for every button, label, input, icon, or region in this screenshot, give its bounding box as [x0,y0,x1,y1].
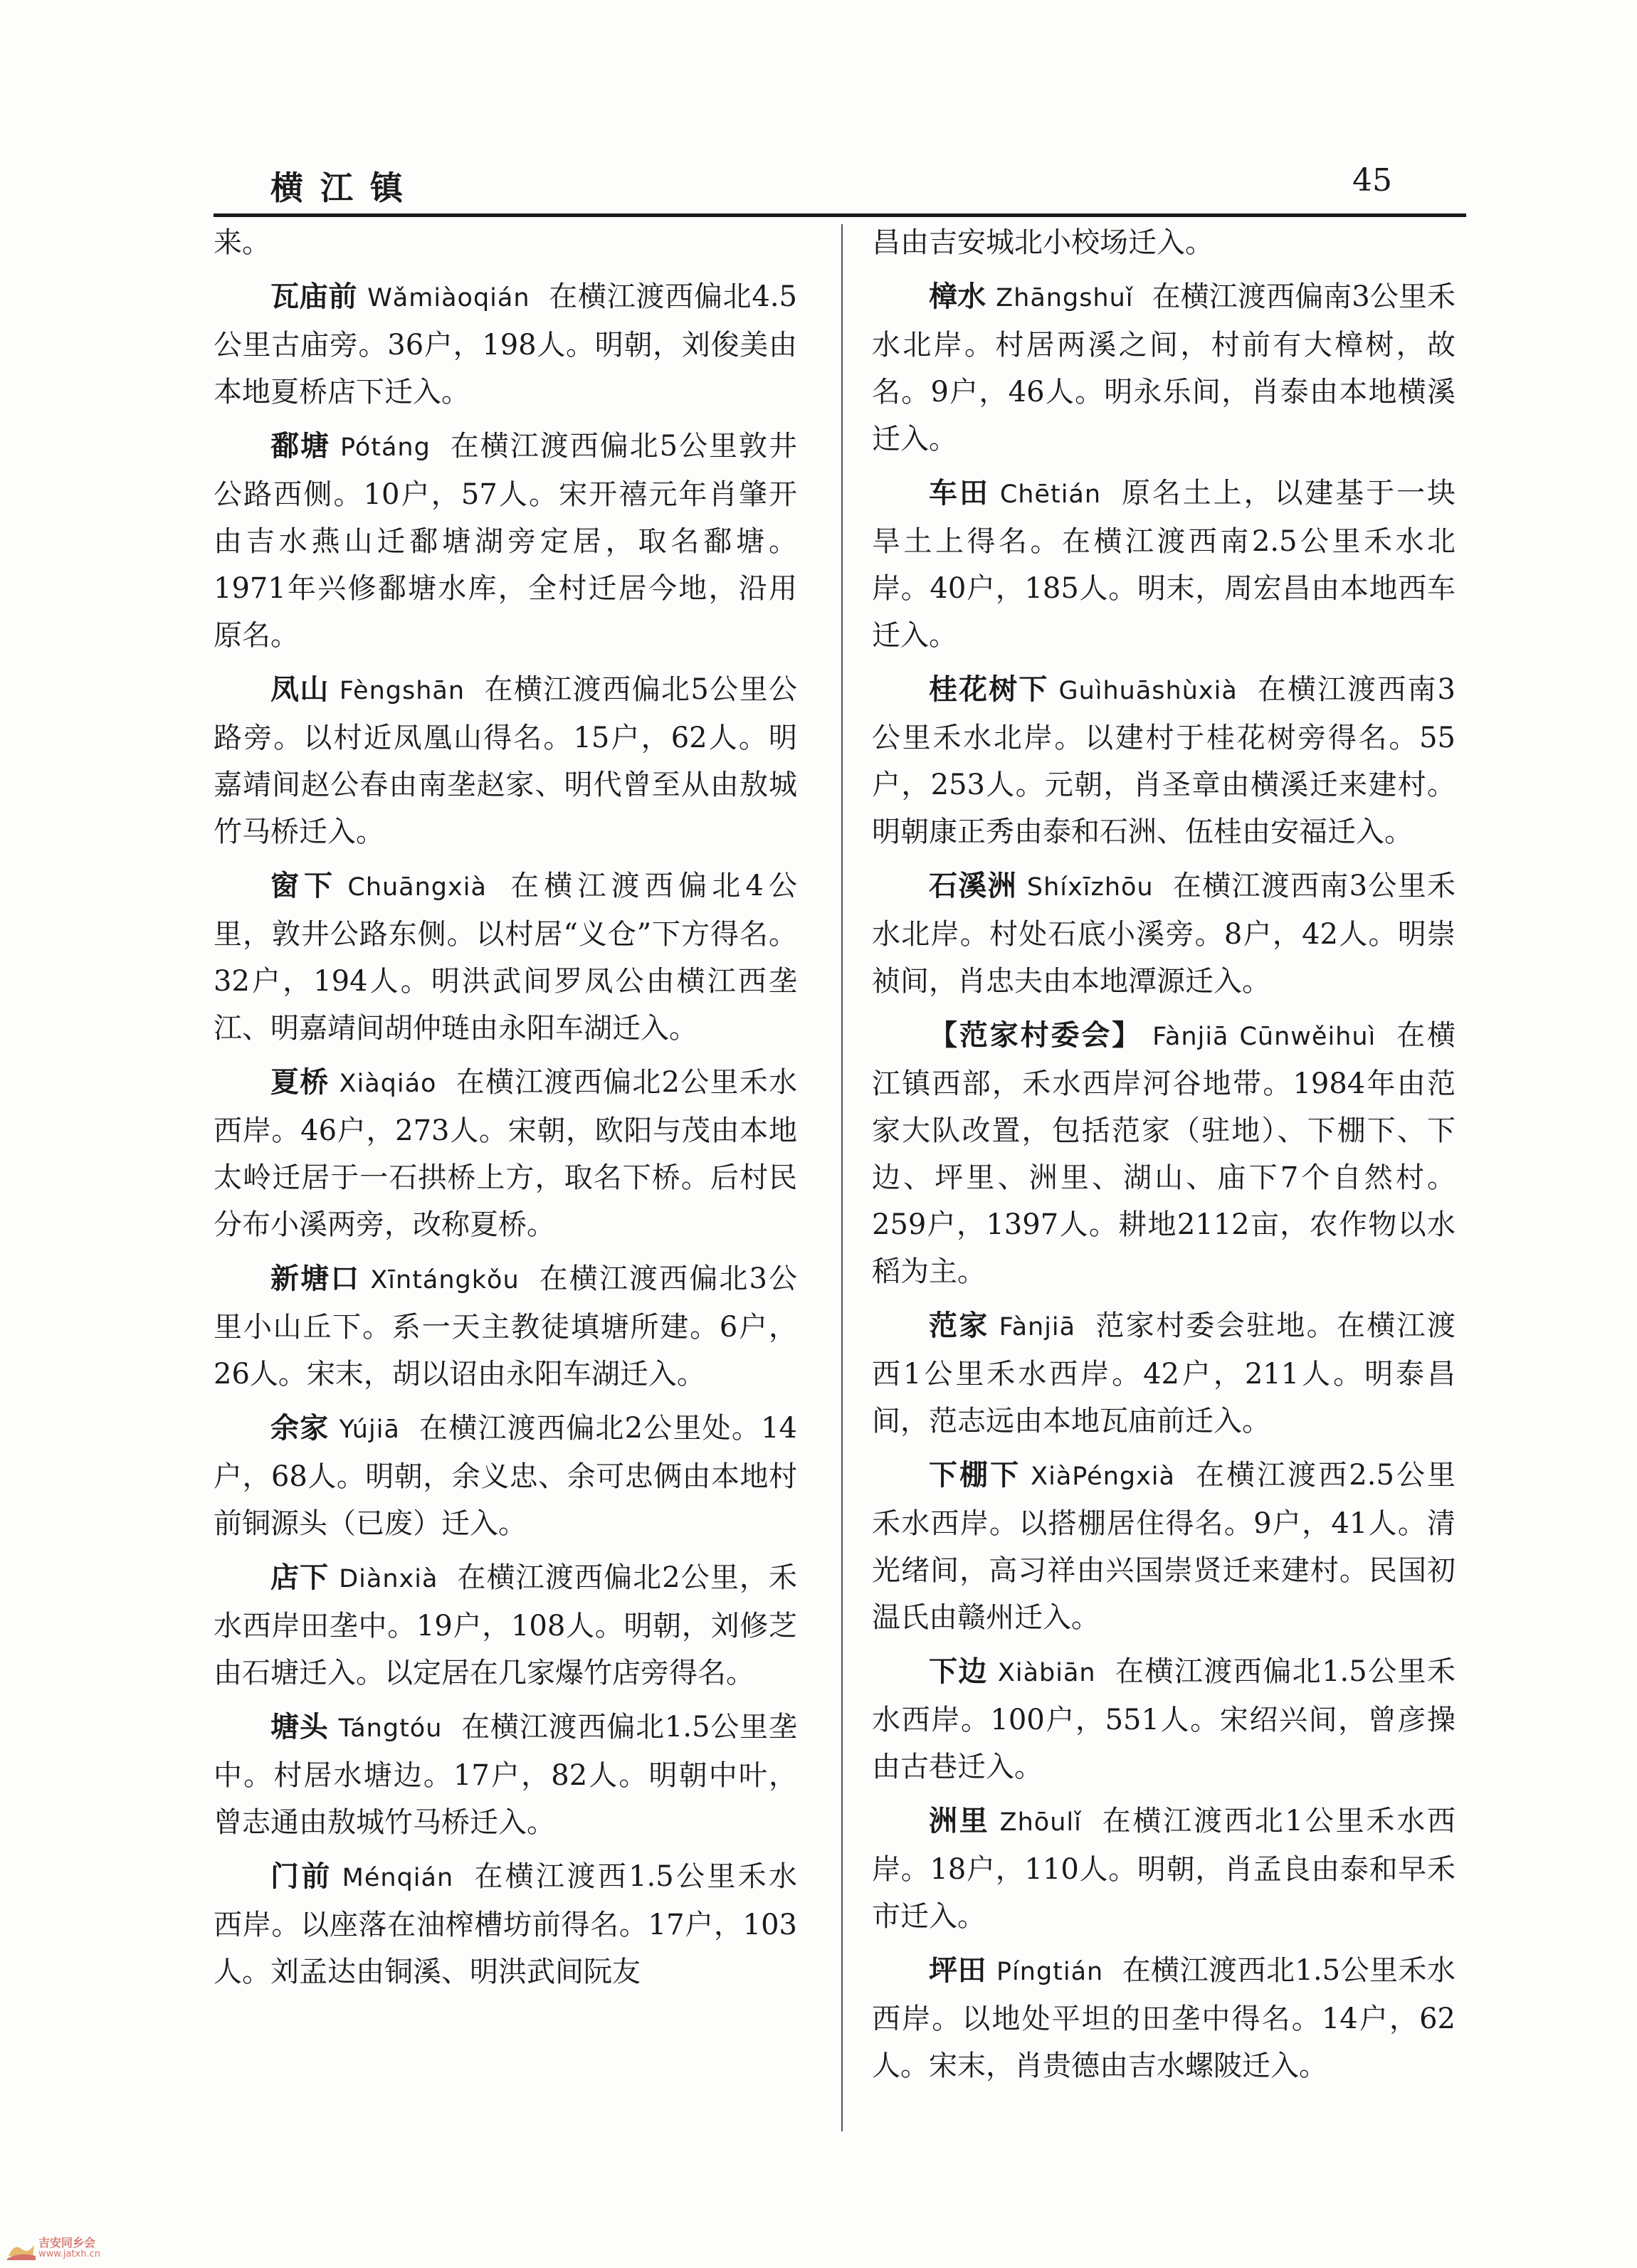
entry-place-name: 下边 [929,1655,988,1688]
gazetteer-entry [872,1648,1456,1790]
entry-description: 在横江渡西偏北4公里，敦井公路东侧。以村居“义仓”下方得名。32户，194人。明洪武间罗凤公由横江西垄江、明嘉靖间胡仲琏由永阳车湖迁入。 [214,870,798,1045]
gazetteer-entry [872,1302,1456,1445]
entry-place-name: 夏桥 [270,1065,330,1099]
entry-description: 在横江渡西南3公里禾水北岸。村处石底小溪旁。8户，42人。明崇祯间，肖忠夫由本地潭源迁入。 [872,870,1456,998]
gazetteer-entry [214,1554,797,1697]
entry-pinyin: Píngtián [996,1958,1104,1986]
entry-description: 在横江渡西偏北1.5公里禾水西岸。100户，551人。宋绍兴间，曾彦操由古巷迁入。 [872,1655,1456,1783]
entry-description: 在横江渡西偏南3公里禾水北岸。村居两溪之间，村前有大樟树，故名。9户，46人。明永乐间，肖泰由本地横溪迁入。 [872,280,1456,455]
entry-description: 在横江渡西偏北3公里小山丘下。系一天主教徒填塘所建。6户，26人。宋末，胡以诏由永阳车湖迁入。 [214,1262,798,1391]
entry-description: 在横江渡西偏北2公里处。14户，68人。明朝，余义忠、余可忠俩由本地村前铜源头（已废）迁入。 [214,1412,798,1540]
entry-pinyin: Xiàbiān [997,1659,1096,1687]
entry-place-name: 鄱塘 [270,429,330,463]
gazetteer-entry [872,219,1456,266]
entry-pinyin: Chētián [999,480,1102,509]
gazetteer-entry [214,1059,797,1248]
entry-description: 原名土上，以建基于一块旱土上得名。在横江渡西南2.5公里禾水北岸。40户，185人。明末，周宏昌由本地西车迁入。 [872,477,1456,652]
entry-place-name: 门前 [270,1860,332,1893]
entry-place-name: 余家 [270,1411,330,1445]
running-head-title: 横江镇 [270,169,420,207]
entry-place-name: 车田 [929,476,990,510]
entry-description: 在横江渡西偏北2公里，禾水西岸田垄中。19户，108人。明朝，刘修芝由石塘迁入。以定居在几家爆竹店旁得名。 [214,1561,798,1689]
entry-place-name: 【范家村委会】 [929,1018,1143,1052]
entry-pinyin: Xiàqiáo [339,1070,437,1098]
entry-description: 昌由吉安城北小校场迁入。 [872,226,1214,259]
entry-pinyin: Fànjiā [999,1313,1076,1341]
watermark-logo-icon [4,2235,38,2263]
entry-place-name: 塘头 [270,1710,329,1744]
entry-pinyin: XiàPéngxià [1031,1462,1175,1491]
gazetteer-entry [872,470,1456,659]
entry-pinyin: Zhōulǐ [999,1808,1082,1837]
entry-description: 在横江渡西偏北1.5公里垄中。村居水塘边。17户，82人。明朝中叶，曾志通由敖城竹马桥迁入。 [214,1711,797,1839]
entry-description: 来。 [214,226,270,259]
entry-description: 在横江渡西偏北5公里公路旁。以村近凤凰山得名。15户，62人。明嘉靖间赵公春由南垄赵家、明代曾至从由敖城竹马桥迁入。 [214,673,798,848]
gazetteer-entry [872,1947,1456,2089]
gazetteer-entry [214,666,797,855]
entry-pinyin: Shíxīzhōu [1026,873,1154,902]
watermark-title: 吉安同乡会 [38,2236,96,2249]
entry-pinyin: Fànjiā Cūnwěihuì [1152,1023,1377,1051]
entry-place-name: 坪田 [929,1953,986,1987]
gazetteer-entry [214,1704,797,1846]
entry-pinyin: Fèngshān [339,677,465,705]
entry-pinyin: Wǎmiàoqián [367,284,530,312]
gazetteer-entry [214,273,797,416]
entry-pinyin: Diànxià [339,1565,438,1593]
entry-pinyin: Xīntángkǒu [370,1266,520,1294]
header-rule [214,213,1466,217]
gazetteer-entry [214,219,797,266]
gazetteer-entry [872,273,1456,463]
entry-pinyin: Pótáng [339,433,431,462]
gazetteer-entry [214,1853,797,1995]
entry-description: 在横江渡西2.5公里禾水西岸。以搭棚居住得名。9户，41人。清光绪间，高习祥由兴国崇贤迁来建村。民国初温氏由赣州迁入。 [872,1459,1456,1634]
gazetteer-entry [214,1255,797,1398]
gazetteer-entry [872,863,1456,1005]
gazetteer-entry [872,1798,1456,1940]
entry-place-name: 下棚下 [929,1458,1021,1492]
entry-description: 在横江渡西北1公里禾水西岸。18户，110人。明朝，肖孟良由泰和早禾市迁入。 [872,1805,1456,1933]
entry-description: 在横江渡西偏北2公里禾水西岸。46户，273人。宋朝，欧阳与茂由本地太岭迁居于一石拱桥上方，取名下桥。后村民分布小溪两旁，改称夏桥。 [214,1066,797,1241]
watermark-url: www.jatxh.cn [38,2249,100,2259]
gazetteer-entry [872,666,1456,855]
gazetteer-entry [214,423,797,659]
entry-place-name: 樟水 [929,280,986,313]
entry-pinyin: Ménqián [342,1864,454,1892]
entry-place-name: 窗下 [270,869,338,902]
gazetteer-entry [872,1452,1456,1641]
column-divider [841,224,843,2131]
entry-place-name: 店下 [270,1561,330,1594]
entry-place-name: 范家 [929,1309,989,1342]
entry-place-name: 洲里 [929,1804,990,1837]
entry-description: 范家村委会驻地。在横江渡西1公里禾水西岸。42户，211人。明泰昌间，范志远由本地瓦庙前迁入。 [872,1309,1456,1438]
gazetteer-entry [872,1012,1456,1295]
entry-description: 在横江渡西北1.5公里禾水西岸。以地处平坦的田垄中得名。14户，62人。宋末，肖贵德由吉水螺陂迁入。 [872,1954,1456,2082]
entry-description: 在横江渡西偏北4.5公里古庙旁。36户，198人。明朝，刘俊美由本地夏桥店下迁入。 [214,280,797,408]
entry-place-name: 桂花树下 [929,673,1049,706]
right-column [872,219,1456,2096]
entry-pinyin: Tángtóu [338,1714,443,1743]
page-number: 45 [1352,162,1392,199]
entry-place-name: 石溪洲 [929,869,1017,902]
watermark [4,2235,100,2263]
entry-pinyin: Guìhuāshùxià [1058,677,1238,705]
gazetteer-entry [214,863,797,1052]
entry-pinyin: Zhāngshuǐ [996,284,1134,312]
entry-description: 在横江镇西部，禾水西岸河谷地带。1984年由范家大队改置，包括范家（驻地）、下棚下、下边、坪里、洲里、湖山、庙下7个自然村。259户，1397人。耕地2112亩，农作物以水稻为主。 [872,1019,1456,1288]
entry-description: 在横江渡西1.5公里禾水西岸。以座落在油榨槽坊前得名。17户，103人。刘孟达由铜溪、明洪武间阮友 [214,1860,797,1988]
entry-pinyin: Chuāngxià [347,873,487,902]
entry-place-name: 瓦庙前 [270,280,358,313]
entry-description: 在横江渡西南3公里禾水北岸。以建村于桂花树旁得名。55户，253人。元朝，肖圣章由横溪迁来建村。明朝康正秀由泰和石洲、伍桂由安福迁入。 [872,673,1456,848]
entry-place-name: 凤山 [270,673,330,706]
entry-description: 在横江渡西偏北5公里敦井公路西侧。10户，57人。宋开禧元年肖肇开由吉水燕山迁鄱塘湖旁定居，取名鄱塘。1971年兴修鄱塘水库，全村迁居今地，沿用原名。 [214,430,798,652]
gazetteer-entry [214,1405,797,1547]
entry-pinyin: Yújiā [339,1415,400,1444]
entry-place-name: 新塘口 [270,1262,361,1295]
left-column [214,219,797,2003]
